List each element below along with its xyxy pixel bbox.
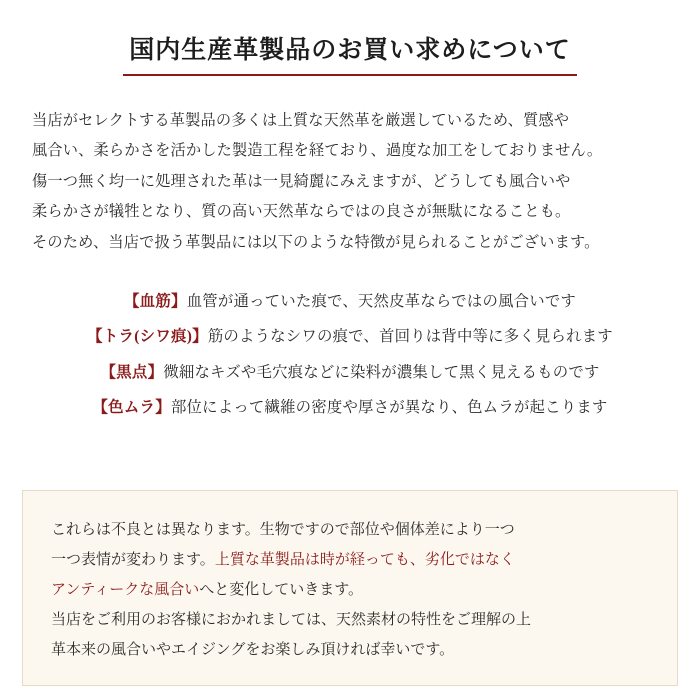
note-line-plain: へと変化していきます。 — [199, 582, 364, 598]
note-line-highlight: アンティークな風合い — [51, 582, 200, 598]
intro-line: 柔らかさが犠牲となり、質の高い天然革ならではの良さが無駄になることも。 — [32, 203, 571, 221]
feature-tag: 【色ムラ】 — [92, 399, 171, 417]
note-line: 革本来の風合いやエイジングをお楽しみ頂ければ幸いです。 — [51, 642, 455, 658]
feature-text: 血管が通っていた痕で、天然皮革ならではの風合いです — [186, 293, 577, 311]
intro-paragraph — [18, 106, 682, 258]
note-line-highlight: 上質な革製品は時が経っても、劣化ではなく — [214, 552, 515, 568]
feature-text: 部位によって繊維の密度や厚さが異なり、色ムラが起こります — [170, 399, 608, 417]
intro-line: そのため、当店で扱う革製品には以下のような特徴が見られることがございます。 — [32, 233, 600, 251]
intro-line: 当店がセレクトする革製品の多くは上質な天然革を厳選しているため、質感や — [32, 112, 570, 129]
feature-tag: 【トラ(シワ痕)】 — [87, 328, 208, 346]
feature-text: 筋のようなシワの痕で、首回りは背中等に多く見られます — [207, 328, 613, 346]
note-line-plain: 一つ表情が変わります。 — [51, 552, 215, 568]
page-title: 国内生産革製品のお買い求めについて — [123, 30, 577, 76]
note-line: これらは不良とは異なります。生物ですので部位や個体差により一つ — [51, 522, 515, 538]
list-item — [24, 319, 676, 354]
feature-list — [18, 284, 682, 426]
list-item — [24, 284, 676, 319]
note-line — [51, 545, 649, 575]
feature-text: 微細なキズや毛穴痕などに染料が濃集して黒く見えるものです — [163, 363, 600, 381]
note-box — [22, 490, 678, 686]
feature-tag: 【血筋】 — [123, 293, 187, 311]
list-item — [24, 355, 676, 390]
intro-line: 風合い、柔らかさを活かした製造工程を経ており、過度な加工をしておりません。 — [32, 142, 603, 160]
list-item — [24, 390, 676, 425]
note-line: 当店をご利用のお客様におかれましては、天然素材の特性をご理解の上 — [51, 612, 532, 628]
intro-line: 傷一つ無く均一に処理された革は一見綺麗にみえますが、どうしても風合いや — [32, 172, 571, 190]
note-line — [51, 575, 649, 605]
page-title-wrapper — [18, 22, 682, 76]
feature-tag: 【黒点】 — [100, 363, 164, 381]
